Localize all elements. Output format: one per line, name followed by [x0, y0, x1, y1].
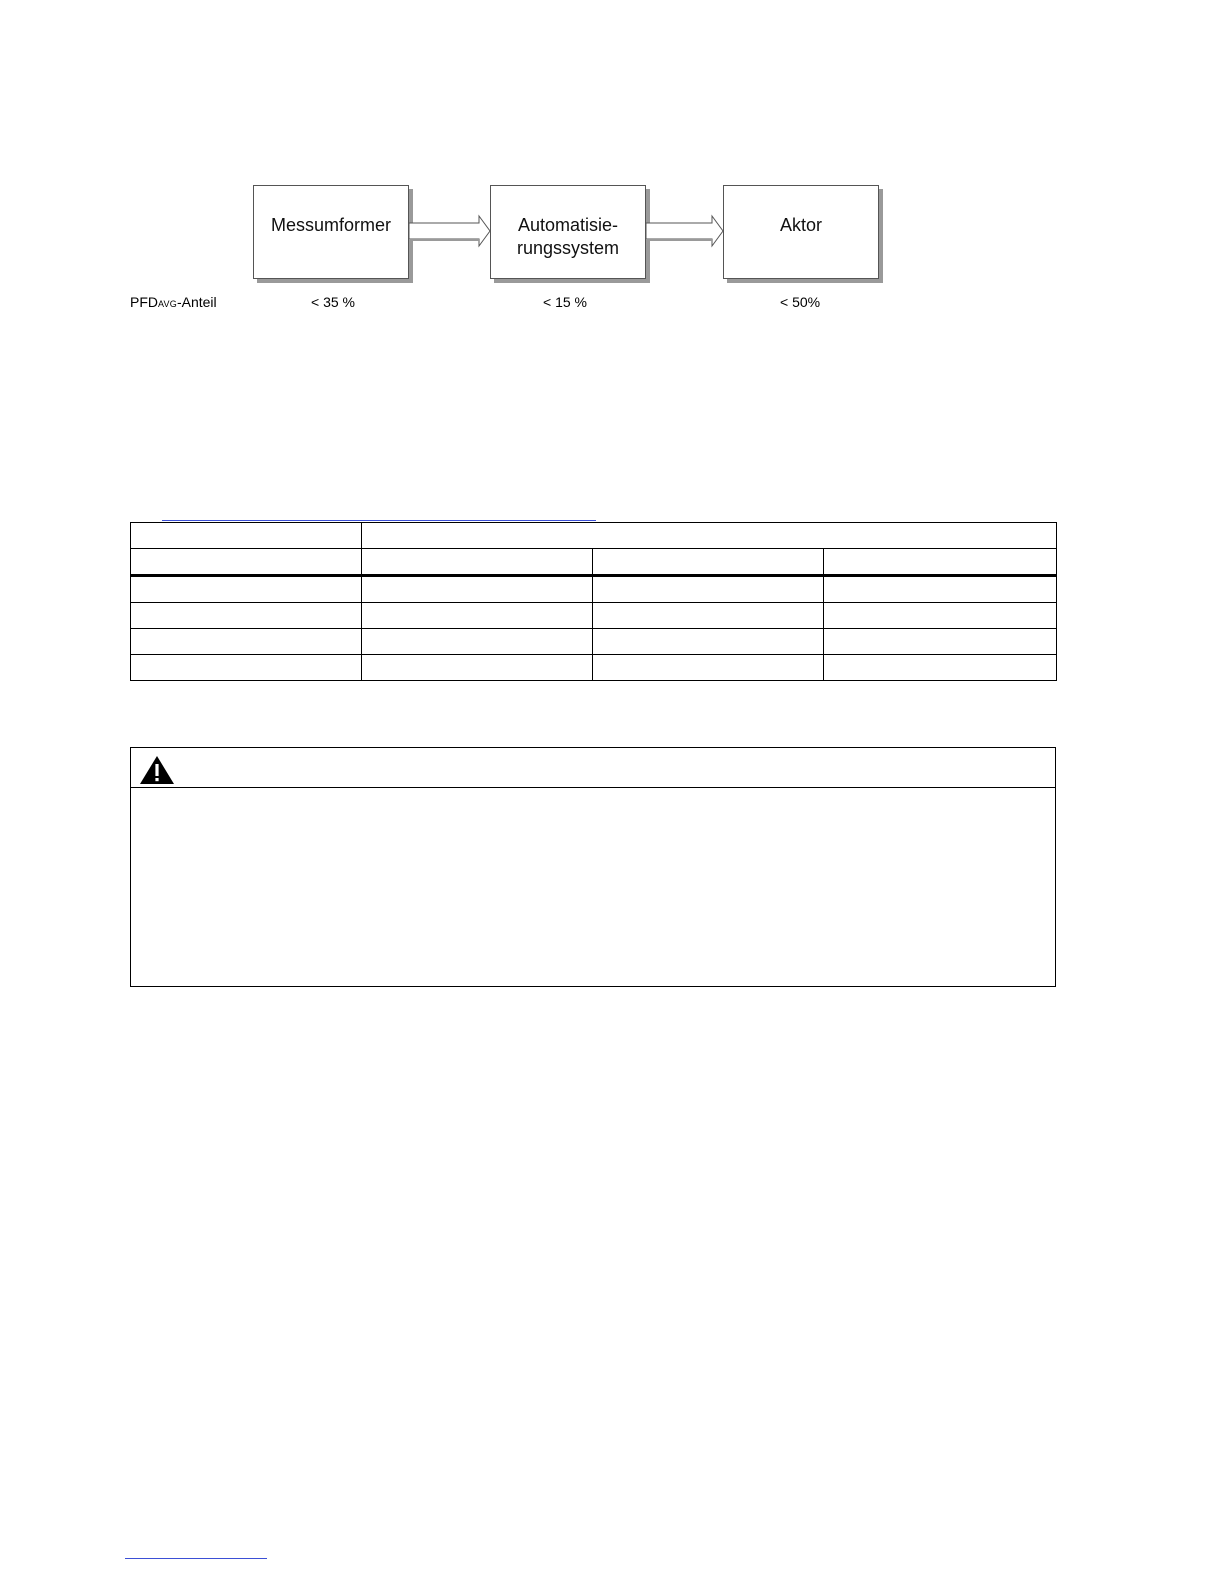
table-cell — [131, 523, 362, 549]
table-cell — [362, 576, 593, 603]
table-cell — [824, 629, 1057, 655]
pfd-label-sub: AVG — [158, 299, 177, 309]
pfd-avg-share-label — [130, 294, 217, 310]
share-automatisierungssystem: < 15 % — [543, 294, 587, 310]
warning-body — [131, 788, 1055, 812]
table-cell — [131, 629, 362, 655]
block-messumformer — [253, 185, 409, 279]
link-underline[interactable] — [162, 520, 596, 521]
table-row — [131, 523, 1057, 549]
table-row — [131, 549, 1057, 576]
share-messumformer: < 35 % — [311, 294, 355, 310]
pfd-label-suffix: -Anteil — [176, 294, 217, 310]
table-cell — [131, 576, 362, 603]
table-cell — [131, 549, 362, 576]
share-aktor: < 50% — [780, 294, 821, 310]
block-label: Automatisie- rungssystem — [516, 215, 620, 258]
table-cell — [824, 603, 1057, 629]
arrow-right-icon — [409, 214, 491, 248]
table-cell — [593, 629, 824, 655]
block-automatisierungssystem — [490, 185, 646, 279]
table-cell — [362, 655, 593, 681]
data-table — [130, 522, 1057, 681]
table-cell — [362, 629, 593, 655]
pfd-label-main: PFD — [130, 294, 158, 310]
table-row — [131, 576, 1057, 603]
table-cell — [824, 549, 1057, 576]
table-row — [131, 629, 1057, 655]
table-cell — [362, 603, 593, 629]
table-cell — [362, 523, 1057, 549]
arrow-right-icon — [646, 214, 724, 248]
table-cell — [593, 549, 824, 576]
table-cell — [362, 549, 593, 576]
table-cell — [824, 576, 1057, 603]
warning-box — [130, 747, 1056, 987]
table-cell — [131, 603, 362, 629]
table-row — [131, 655, 1057, 681]
table-cell — [593, 603, 824, 629]
warning-triangle-icon — [139, 755, 175, 785]
warning-header — [131, 748, 1055, 788]
block-aktor — [723, 185, 879, 279]
table-cell — [824, 655, 1057, 681]
table-cell — [593, 576, 824, 603]
block-label: Messumformer — [270, 215, 391, 235]
footer-link-underline[interactable] — [125, 1558, 267, 1559]
table-cell — [131, 655, 362, 681]
block-label: Aktor — [779, 215, 822, 235]
table-row — [131, 603, 1057, 629]
table-cell — [593, 655, 824, 681]
